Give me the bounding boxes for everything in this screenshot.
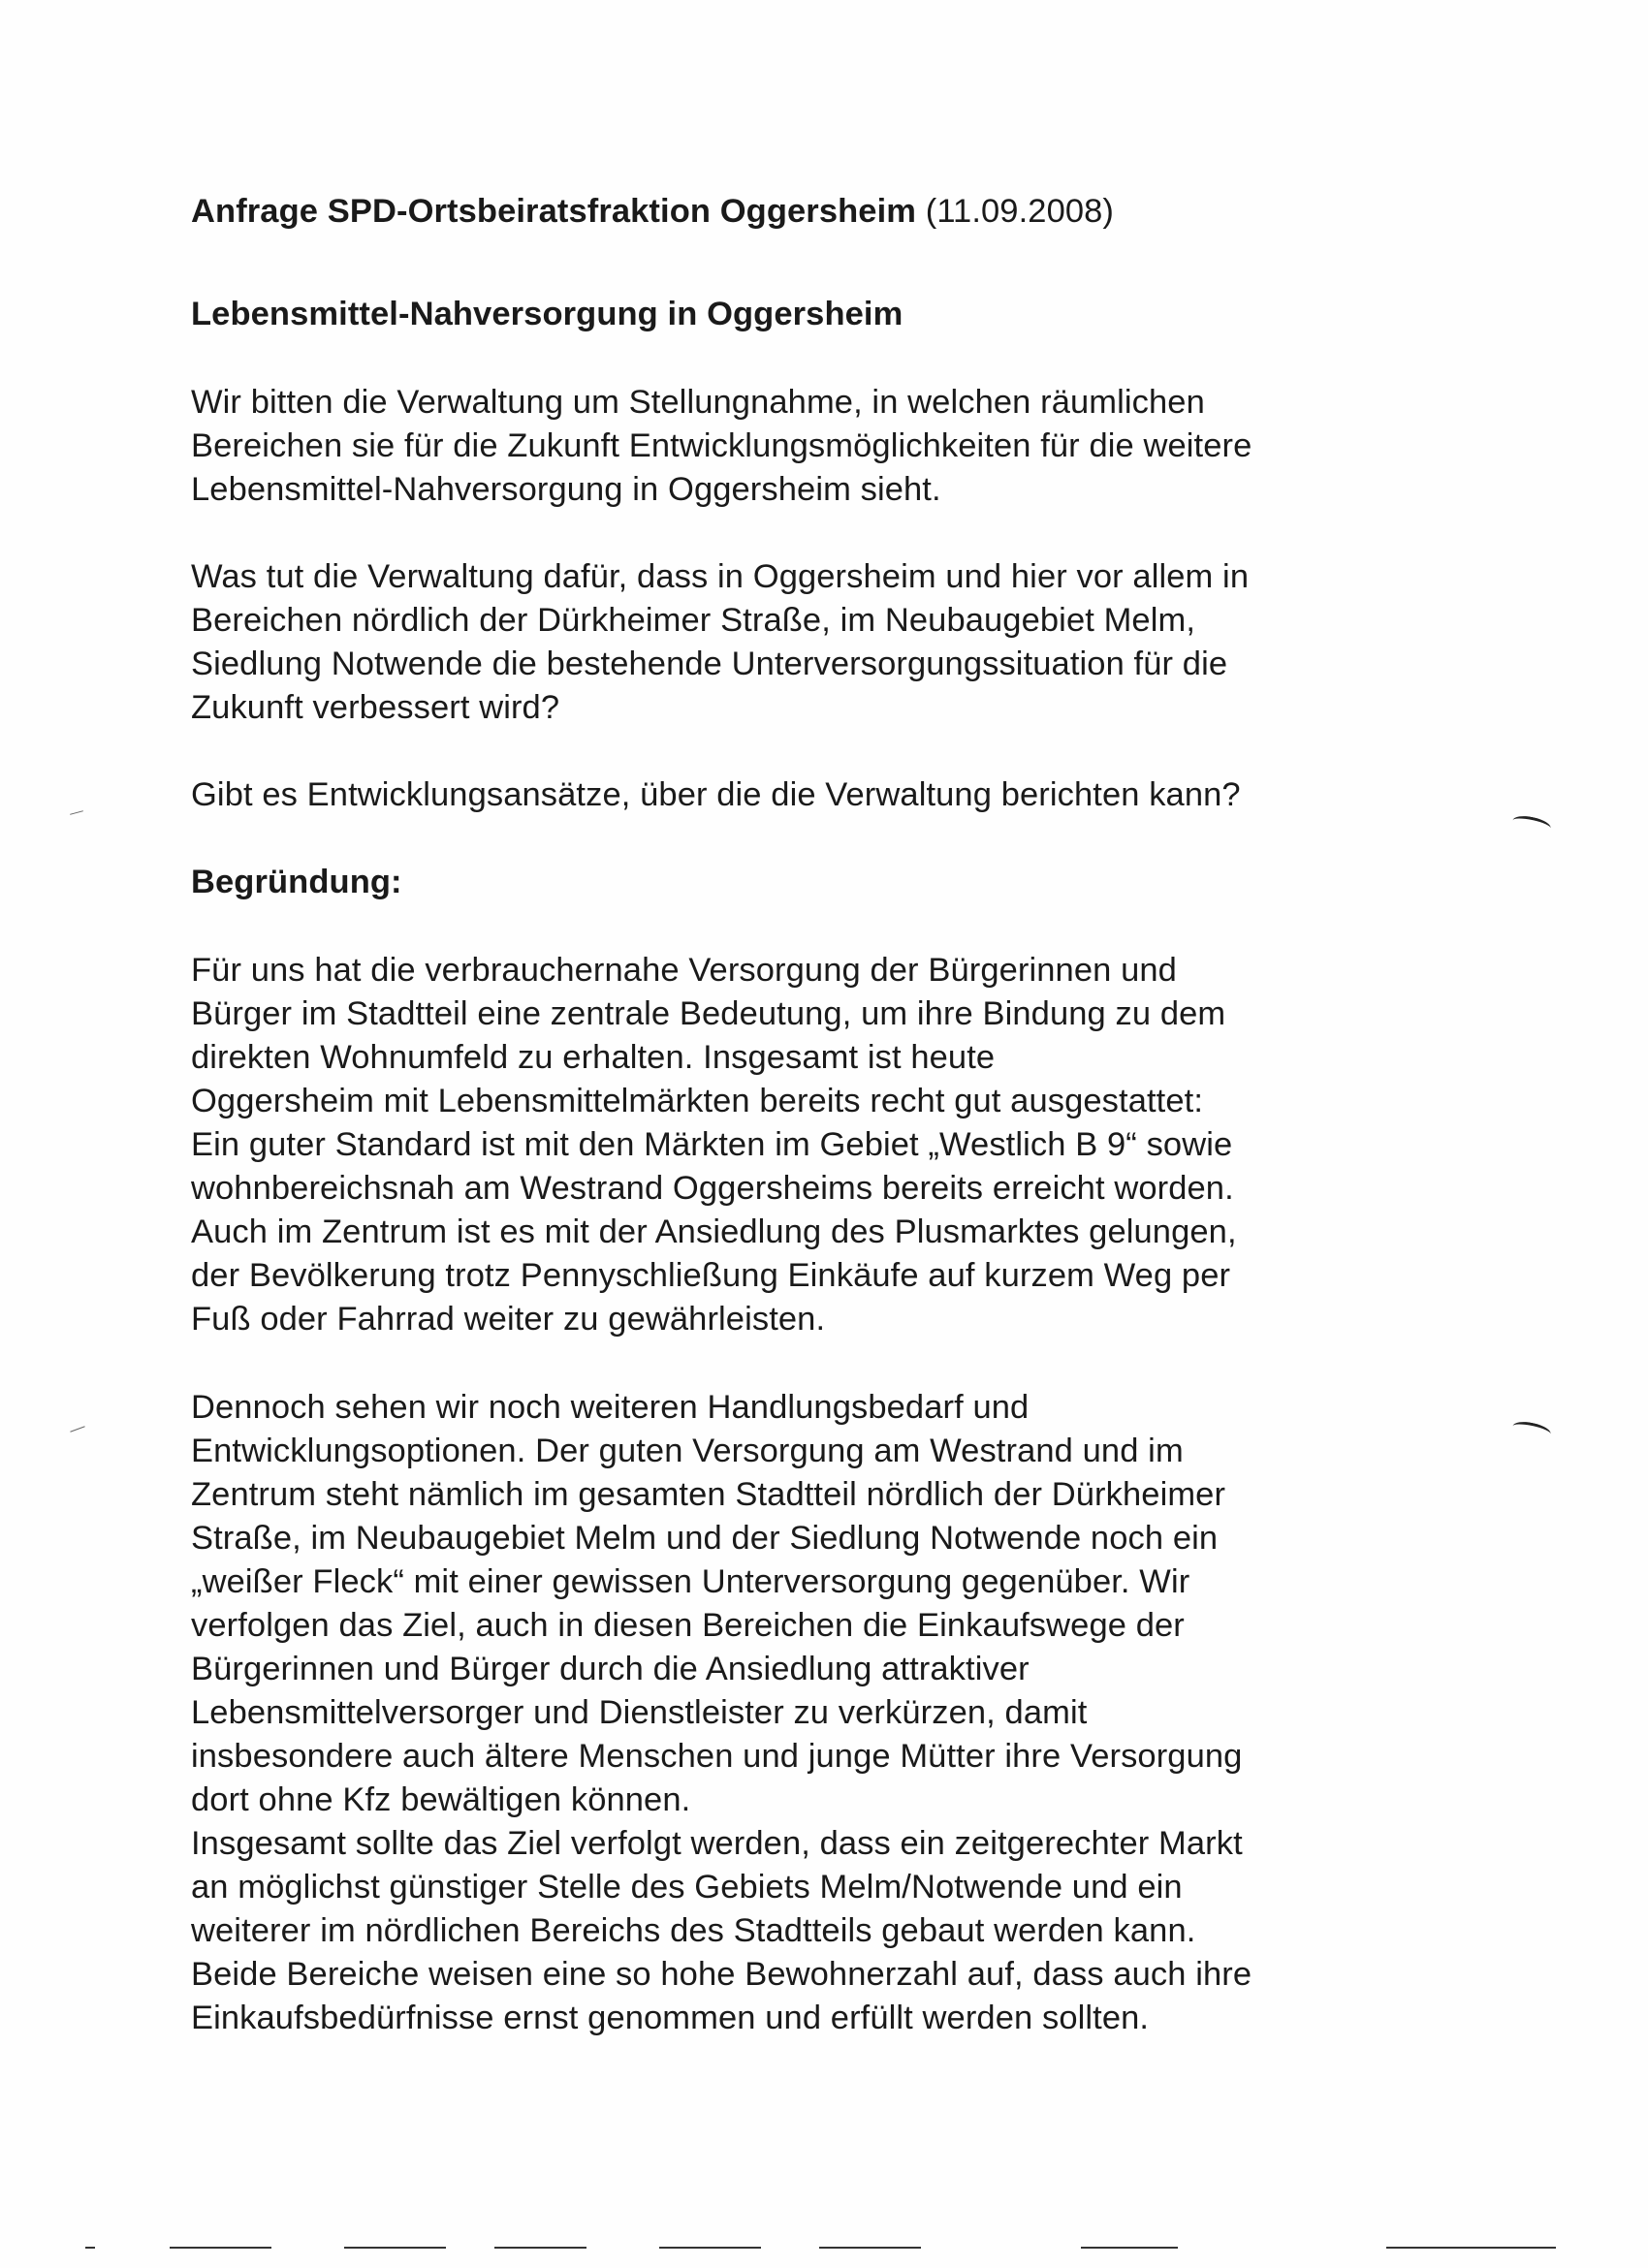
- scan-mark-left-2: [70, 1426, 84, 1432]
- text-line: Entwicklungsoptionen. Der guten Versorgung am Westrand und im: [191, 1433, 1184, 1469]
- text-line: Was tut die Verwaltung dafür, dass in Oggersheim und hier vor allem in: [191, 558, 1250, 595]
- text-line: Lebensmittel-Nahversorgung in Oggersheim sieht.: [191, 471, 941, 508]
- text-line: Fuß oder Fahrrad weiter zu gewährleisten.: [191, 1301, 826, 1338]
- text-line: Ein guter Standard ist mit den Märkten im Gebiet „Westlich B 9“ sowie: [191, 1126, 1233, 1163]
- scan-bottom-line: [1386, 2247, 1556, 2249]
- paragraph-reasoning-2: [191, 1386, 1480, 2040]
- scan-bottom-line: [85, 2247, 95, 2249]
- text-line: Insgesamt sollte das Ziel verfolgt werden, dass ein zeitgerechter Markt: [191, 1825, 1243, 1862]
- subject-heading: Lebensmittel-Nahversorgung in Oggersheim: [191, 296, 903, 332]
- scan-bottom-line: [344, 2247, 446, 2249]
- text-line: Siedlung Notwende die bestehende Unterversorgungssituation für die: [191, 646, 1228, 682]
- text-line: insbesondere auch ältere Menschen und junge Mütter ihre Versorgung: [191, 1738, 1243, 1775]
- text-line: Beide Bereiche weisen eine so hohe Bewohnerzahl auf, dass auch ihre: [191, 1956, 1252, 1993]
- text-line: Wir bitten die Verwaltung um Stellungnahme, in welchen räumlichen: [191, 384, 1205, 421]
- text-line: der Bevölkerung trotz Pennyschließung Einkäufe auf kurzem Weg per: [191, 1257, 1231, 1294]
- text-line: Für uns hat die verbrauchernahe Versorgung der Bürgerinnen und: [191, 952, 1177, 989]
- text-line: Zentrum steht nämlich im gesamten Stadtteil nördlich der Dürkheimer: [191, 1476, 1226, 1513]
- text-line: Einkaufsbedürfnisse ernst genommen und erfüllt werden sollten.: [191, 2000, 1150, 2036]
- scan-mark-left-1: [70, 810, 83, 815]
- title-text: Anfrage SPD-Ortsbeiratsfraktion Oggersheim: [191, 193, 917, 230]
- text-line: wohnbereichsnah am Westrand Oggersheims bereits erreicht worden.: [191, 1170, 1234, 1207]
- title-date: (11.09.2008): [925, 193, 1115, 230]
- text-line: Straße, im Neubaugebiet Melm und der Siedlung Notwende noch ein: [191, 1520, 1219, 1557]
- text-line: Auch im Zentrum ist es mit der Ansiedlung des Plusmarktes gelungen,: [191, 1213, 1237, 1250]
- paragraph-followup: [191, 773, 1480, 817]
- scan-bottom-line: [494, 2247, 586, 2249]
- text-line: verfolgen das Ziel, auch in diesen Bereichen die Einkaufswege der: [191, 1607, 1185, 1644]
- document-title: [191, 190, 1480, 234]
- scan-bottom-line: [819, 2247, 921, 2249]
- text-line: „weißer Fleck“ mit einer gewissen Unterversorgung gegenüber. Wir: [191, 1563, 1190, 1600]
- text-line: dort ohne Kfz bewältigen können.: [191, 1781, 691, 1818]
- text-line: weiterer im nördlichen Bereichs des Stadtteils gebaut werden kann.: [191, 1912, 1196, 1949]
- scan-mark-right-2: [1511, 1419, 1552, 1441]
- text-line: Lebensmittelversorger und Dienstleister zu verkürzen, damit: [191, 1694, 1088, 1731]
- text-line: Oggersheim mit Lebensmittelmärkten bereits recht gut ausgestattet:: [191, 1083, 1204, 1119]
- paragraph-reasoning-1: [191, 949, 1480, 1341]
- document-body: [191, 190, 1480, 2040]
- text-line: Bereichen nördlich der Dürkheimer Straße, im Neubaugebiet Melm,: [191, 602, 1196, 639]
- text-line: Bürger im Stadtteil eine zentrale Bedeutung, um ihre Bindung zu dem: [191, 995, 1226, 1032]
- text-line: Dennoch sehen wir noch weiteren Handlungsbedarf und: [191, 1389, 1030, 1426]
- text-line: Zukunft verbessert wird?: [191, 689, 560, 726]
- text-line: Gibt es Entwicklungsansätze, über die die Verwaltung berichten kann?: [191, 776, 1241, 813]
- paragraph-question: [191, 555, 1480, 730]
- scan-mark-right-1: [1511, 813, 1552, 835]
- text-line: an möglichst günstiger Stelle des Gebiets Melm/Notwende und ein: [191, 1869, 1183, 1906]
- scan-bottom-line: [659, 2247, 761, 2249]
- text-line: Bereichen sie für die Zukunft Entwicklungsmöglichkeiten für die weitere: [191, 427, 1252, 464]
- scan-bottom-line: [170, 2247, 271, 2249]
- text-line: direkten Wohnumfeld zu erhalten. Insgesamt ist heute: [191, 1039, 996, 1076]
- begruendung-heading: Begründung:: [191, 864, 402, 900]
- text-line: Bürgerinnen und Bürger durch die Ansiedlung attraktiver: [191, 1651, 1030, 1687]
- scan-bottom-line: [1081, 2247, 1178, 2249]
- paragraph-request: [191, 381, 1480, 512]
